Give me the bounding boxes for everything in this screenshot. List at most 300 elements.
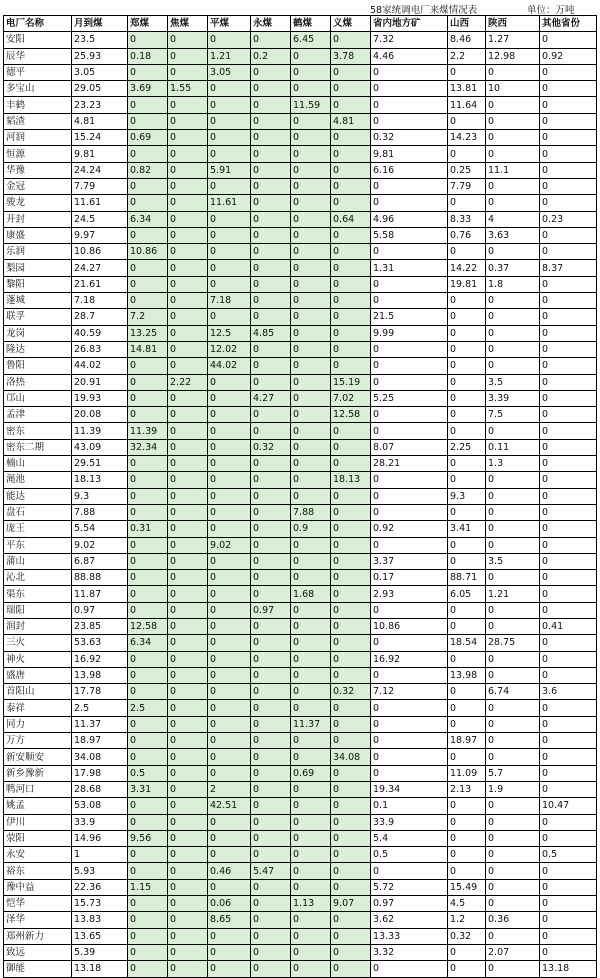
value-cell: 0	[168, 293, 208, 309]
plant-name-cell: 安阳	[4, 32, 72, 48]
value-cell: 0	[371, 635, 448, 651]
value-cell: 7.5	[486, 407, 540, 423]
value-cell: 4.96	[371, 211, 448, 227]
plant-name-cell: 孟津	[4, 407, 72, 423]
value-cell: 0	[371, 178, 448, 194]
value-cell: 6.74	[486, 684, 540, 700]
value-cell: 18.97	[72, 733, 128, 749]
value-cell: 4.85	[251, 325, 291, 341]
value-cell: 0	[331, 64, 371, 80]
value-cell: 0	[208, 276, 251, 292]
value-cell: 0.69	[291, 765, 331, 781]
value-cell: 0	[371, 341, 448, 357]
value-cell: 0	[448, 358, 486, 374]
value-cell: 13.98	[72, 667, 128, 683]
value-cell: 4.5	[448, 896, 486, 912]
value-cell: 13.25	[128, 325, 168, 341]
table-row	[4, 912, 597, 928]
value-cell: 0	[291, 912, 331, 928]
value-cell: 0	[168, 912, 208, 928]
value-cell: 13.18	[540, 961, 597, 977]
value-cell: 0	[168, 358, 208, 374]
value-cell: 0	[168, 423, 208, 439]
value-cell: 0	[540, 912, 597, 928]
table-row	[4, 814, 597, 830]
value-cell: 7.88	[72, 504, 128, 520]
value-cell: 8.46	[448, 32, 486, 48]
plant-name-cell: 楠山	[4, 456, 72, 472]
value-cell: 0	[540, 390, 597, 406]
value-cell: 0	[168, 227, 208, 243]
value-cell: 3.31	[128, 781, 168, 797]
value-cell: 0	[128, 912, 168, 928]
value-cell: 0	[540, 635, 597, 651]
value-cell: 0	[251, 667, 291, 683]
value-cell: 0	[208, 716, 251, 732]
value-cell: 0	[540, 130, 597, 146]
value-cell: 17.78	[72, 684, 128, 700]
plant-name-cell: 盘石	[4, 504, 72, 520]
value-cell: 0	[448, 456, 486, 472]
value-cell: 0	[168, 178, 208, 194]
value-cell: 3.41	[448, 521, 486, 537]
value-cell: 0	[128, 113, 168, 129]
plant-name-cell: 康盛	[4, 227, 72, 243]
value-cell: 0	[291, 733, 331, 749]
value-cell: 0.9	[291, 521, 331, 537]
value-cell: 0	[448, 944, 486, 960]
value-cell: 0	[486, 325, 540, 341]
value-cell: 0	[128, 814, 168, 830]
value-cell: 0	[331, 863, 371, 879]
value-cell: 7.2	[128, 309, 168, 325]
value-cell: 0	[128, 667, 168, 683]
value-cell: 0.97	[72, 602, 128, 618]
value-cell: 0	[331, 97, 371, 113]
value-cell: 0	[486, 358, 540, 374]
value-cell: 0	[371, 716, 448, 732]
value-cell: 0	[331, 178, 371, 194]
value-cell: 0	[128, 472, 168, 488]
value-cell: 0	[448, 700, 486, 716]
value-cell: 0	[486, 178, 540, 194]
value-cell: 2.07	[486, 944, 540, 960]
value-cell: 20.91	[72, 374, 128, 390]
value-cell: 0	[486, 472, 540, 488]
value-cell: 7.79	[448, 178, 486, 194]
value-cell: 0	[291, 635, 331, 651]
value-cell: 0	[331, 130, 371, 146]
plant-name-cell: 梨园	[4, 260, 72, 276]
plant-name-cell: 神火	[4, 651, 72, 667]
value-cell: 0	[251, 276, 291, 292]
value-cell: 0.5	[371, 847, 448, 863]
table-row	[4, 211, 597, 227]
value-cell: 11.87	[72, 586, 128, 602]
table-row	[4, 847, 597, 863]
value-cell: 0	[128, 586, 168, 602]
value-cell: 0	[448, 423, 486, 439]
value-cell: 0	[291, 684, 331, 700]
value-cell: 0	[128, 358, 168, 374]
value-cell: 0	[540, 97, 597, 113]
value-cell: 10.47	[540, 798, 597, 814]
value-cell: 3.63	[486, 227, 540, 243]
value-cell: 0	[291, 227, 331, 243]
value-cell: 0	[448, 716, 486, 732]
value-cell: 0	[486, 928, 540, 944]
value-cell: 44.02	[72, 358, 128, 374]
value-cell: 3.5	[486, 374, 540, 390]
value-cell: 0	[331, 260, 371, 276]
value-cell: 0	[486, 64, 540, 80]
value-cell: 0	[208, 439, 251, 455]
value-cell: 0	[208, 178, 251, 194]
value-cell: 0	[208, 667, 251, 683]
value-cell: 0	[168, 521, 208, 537]
value-cell: 88.71	[448, 570, 486, 586]
plant-name-cell: 盛唐	[4, 667, 72, 683]
value-cell: 0	[291, 178, 331, 194]
value-cell: 0	[540, 879, 597, 895]
value-cell: 0	[540, 81, 597, 97]
value-cell: 0	[208, 814, 251, 830]
value-cell: 0	[540, 439, 597, 455]
value-cell: 0	[168, 944, 208, 960]
value-cell: 9.3	[72, 488, 128, 504]
table-row	[4, 961, 597, 977]
value-cell: 0	[486, 97, 540, 113]
value-cell: 0	[128, 651, 168, 667]
value-cell: 0	[448, 553, 486, 569]
value-cell: 0	[251, 64, 291, 80]
value-cell: 0	[331, 341, 371, 357]
value-cell: 0	[486, 537, 540, 553]
value-cell: 5.39	[72, 944, 128, 960]
value-cell: 7.79	[72, 178, 128, 194]
table-row	[4, 472, 597, 488]
value-cell: 0	[371, 488, 448, 504]
value-cell: 0	[331, 325, 371, 341]
value-cell: 0	[331, 798, 371, 814]
value-cell: 0	[448, 537, 486, 553]
value-cell: 0	[251, 733, 291, 749]
value-cell: 0	[486, 293, 540, 309]
value-cell: 0	[331, 635, 371, 651]
value-cell: 0	[291, 309, 331, 325]
value-cell: 12.02	[208, 341, 251, 357]
value-cell: 0	[291, 456, 331, 472]
table-row	[4, 749, 597, 765]
value-cell: 11.39	[72, 423, 128, 439]
plant-name-cell: 御能	[4, 961, 72, 977]
value-cell: 0	[331, 733, 371, 749]
value-cell: 0	[251, 488, 291, 504]
value-cell: 0	[540, 733, 597, 749]
value-cell: 0	[331, 146, 371, 162]
table-row	[4, 276, 597, 292]
value-cell: 0	[486, 814, 540, 830]
value-cell: 8.37	[540, 260, 597, 276]
value-cell: 42.51	[208, 798, 251, 814]
value-cell: 0	[168, 130, 208, 146]
table-row	[4, 521, 597, 537]
value-cell: 0	[291, 553, 331, 569]
value-cell: 0	[448, 293, 486, 309]
value-cell: 0	[291, 961, 331, 977]
table-row	[4, 944, 597, 960]
value-cell: 0	[486, 716, 540, 732]
value-cell: 23.23	[72, 97, 128, 113]
value-cell: 0.2	[251, 48, 291, 64]
value-cell: 0	[540, 814, 597, 830]
value-cell: 28.68	[72, 781, 128, 797]
value-cell: 11.61	[72, 195, 128, 211]
value-cell: 25.93	[72, 48, 128, 64]
value-cell: 0	[128, 456, 168, 472]
value-cell: 0.06	[208, 896, 251, 912]
value-cell: 18.13	[331, 472, 371, 488]
plant-name-cell: 豫中益	[4, 879, 72, 895]
value-cell: 0	[208, 81, 251, 97]
plant-name-cell: 泽华	[4, 912, 72, 928]
value-cell: 2.13	[448, 781, 486, 797]
value-cell: 24.24	[72, 162, 128, 178]
plant-name-cell: 三火	[4, 635, 72, 651]
value-cell: 0	[251, 781, 291, 797]
value-cell: 0	[291, 830, 331, 846]
plant-name-cell: 姚孟	[4, 798, 72, 814]
value-cell: 0	[208, 390, 251, 406]
value-cell: 0	[540, 423, 597, 439]
table-row	[4, 586, 597, 602]
value-cell: 0	[168, 113, 208, 129]
plant-name-cell: 郑州新力	[4, 928, 72, 944]
value-cell: 1.21	[486, 586, 540, 602]
value-cell: 0	[331, 293, 371, 309]
value-cell: 0	[448, 814, 486, 830]
value-cell: 0	[168, 162, 208, 178]
table-row	[4, 341, 597, 357]
plant-name-cell: 瑞阳	[4, 602, 72, 618]
value-cell: 34.08	[331, 749, 371, 765]
value-cell: 88.88	[72, 570, 128, 586]
value-cell: 3.37	[371, 553, 448, 569]
value-cell: 0	[208, 635, 251, 651]
value-cell: 10.86	[72, 244, 128, 260]
value-cell: 0	[291, 439, 331, 455]
value-cell: 0	[208, 97, 251, 113]
value-cell: 44.02	[208, 358, 251, 374]
value-cell: 0	[251, 537, 291, 553]
value-cell: 1.9	[486, 781, 540, 797]
table-row	[4, 716, 597, 732]
table-row	[4, 504, 597, 520]
value-cell: 0	[168, 309, 208, 325]
value-cell: 0	[251, 113, 291, 129]
value-cell: 0	[291, 618, 331, 634]
value-cell: 0	[291, 293, 331, 309]
table-row	[4, 407, 597, 423]
value-cell: 14.23	[448, 130, 486, 146]
value-cell: 0	[291, 260, 331, 276]
value-cell: 0	[208, 733, 251, 749]
value-cell: 24.5	[72, 211, 128, 227]
value-cell: 0	[251, 944, 291, 960]
value-cell: 34.08	[72, 749, 128, 765]
value-cell: 0	[540, 456, 597, 472]
value-cell: 0	[251, 830, 291, 846]
value-cell: 0	[371, 374, 448, 390]
value-cell: 9.07	[331, 896, 371, 912]
value-cell: 0	[128, 847, 168, 863]
value-cell: 0	[168, 896, 208, 912]
value-cell: 0	[371, 765, 448, 781]
value-cell: 0	[168, 765, 208, 781]
value-cell: 19.81	[448, 276, 486, 292]
value-cell: 0	[331, 847, 371, 863]
value-cell: 0	[448, 113, 486, 129]
value-cell: 0	[251, 178, 291, 194]
value-cell: 0	[486, 244, 540, 260]
value-cell: 3.05	[72, 64, 128, 80]
plant-name-cell: 泰祥	[4, 700, 72, 716]
value-cell: 13.18	[72, 961, 128, 977]
value-cell: 11.37	[291, 716, 331, 732]
table-row	[4, 602, 597, 618]
value-cell: 2.93	[371, 586, 448, 602]
value-cell: 0	[251, 521, 291, 537]
value-cell: 10.86	[128, 244, 168, 260]
plant-name-cell: 密东二期	[4, 439, 72, 455]
value-cell: 5.25	[371, 390, 448, 406]
plant-name-cell: 永安	[4, 847, 72, 863]
value-cell: 0	[540, 570, 597, 586]
value-cell: 0	[371, 602, 448, 618]
value-cell: 0	[208, 260, 251, 276]
table-row	[4, 97, 597, 113]
value-cell: 0	[208, 602, 251, 618]
value-cell: 0	[371, 64, 448, 80]
value-cell: 0	[168, 488, 208, 504]
value-cell: 0	[168, 456, 208, 472]
value-cell: 10.86	[371, 618, 448, 634]
value-cell: 0	[291, 113, 331, 129]
value-cell: 12.58	[128, 618, 168, 634]
value-cell: 0	[208, 309, 251, 325]
value-cell: 0	[251, 765, 291, 781]
value-cell: 0	[168, 244, 208, 260]
value-cell: 0	[168, 733, 208, 749]
value-cell: 0	[168, 407, 208, 423]
value-cell: 8.33	[448, 211, 486, 227]
column-header: 鹤煤	[291, 16, 331, 32]
value-cell: 3.62	[371, 912, 448, 928]
value-cell: 5.54	[72, 521, 128, 537]
value-cell: 0	[208, 423, 251, 439]
column-header: 山西	[448, 16, 486, 32]
value-cell: 7.12	[371, 684, 448, 700]
value-cell: 0	[486, 488, 540, 504]
value-cell: 33.9	[371, 814, 448, 830]
value-cell: 0	[486, 830, 540, 846]
plant-name-cell: 能达	[4, 488, 72, 504]
value-cell: 0	[168, 586, 208, 602]
value-cell: 29.51	[72, 456, 128, 472]
plant-name-cell: 伊川	[4, 814, 72, 830]
value-cell: 7.88	[291, 504, 331, 520]
value-cell: 0	[168, 472, 208, 488]
value-cell: 0	[331, 961, 371, 977]
value-cell: 0	[331, 830, 371, 846]
value-cell: 0	[540, 488, 597, 504]
value-cell: 0	[168, 879, 208, 895]
value-cell: 0	[128, 178, 168, 194]
value-cell: 11.09	[448, 765, 486, 781]
plant-name-cell: 金冠	[4, 178, 72, 194]
value-cell: 0	[331, 928, 371, 944]
value-cell: 0	[251, 358, 291, 374]
table-row	[4, 227, 597, 243]
value-cell: 0	[291, 407, 331, 423]
value-cell: 5.7	[486, 765, 540, 781]
value-cell: 0	[291, 700, 331, 716]
value-cell: 0	[128, 504, 168, 520]
value-cell: 9.81	[72, 146, 128, 162]
value-cell: 0	[371, 407, 448, 423]
value-cell: 0	[251, 716, 291, 732]
value-cell: 0	[168, 830, 208, 846]
value-cell: 0	[291, 341, 331, 357]
value-cell: 0	[486, 341, 540, 357]
plant-name-cell: 辰华	[4, 48, 72, 64]
value-cell: 0	[448, 749, 486, 765]
value-cell: 0	[331, 32, 371, 48]
value-cell: 0	[291, 863, 331, 879]
table-row	[4, 570, 597, 586]
plant-name-cell: 隆达	[4, 341, 72, 357]
value-cell: 0.76	[448, 227, 486, 243]
table-row	[4, 358, 597, 374]
value-cell: 1.3	[486, 456, 540, 472]
value-cell: 0	[291, 162, 331, 178]
value-cell: 0	[168, 64, 208, 80]
value-cell: 0	[128, 798, 168, 814]
value-cell: 24.27	[72, 260, 128, 276]
value-cell: 43.09	[72, 439, 128, 455]
value-cell: 6.34	[128, 635, 168, 651]
table-caption: 58家统调电厂来煤情况表	[370, 5, 478, 16]
value-cell: 15.73	[72, 896, 128, 912]
value-cell: 0	[168, 325, 208, 341]
table-row	[4, 928, 597, 944]
value-cell: 0	[291, 472, 331, 488]
value-cell: 0	[208, 130, 251, 146]
value-cell: 0.5	[128, 765, 168, 781]
value-cell: 0	[208, 651, 251, 667]
table-row	[4, 244, 597, 260]
value-cell: 1.15	[128, 879, 168, 895]
value-cell: 0	[208, 684, 251, 700]
value-cell: 0	[251, 749, 291, 765]
plant-name-cell: 德平	[4, 64, 72, 80]
plant-name-cell: 开封	[4, 211, 72, 227]
table-row	[4, 700, 597, 716]
value-cell: 0	[540, 472, 597, 488]
value-cell: 0	[540, 944, 597, 960]
value-cell: 0	[540, 309, 597, 325]
plant-name-cell: 蓬城	[4, 293, 72, 309]
